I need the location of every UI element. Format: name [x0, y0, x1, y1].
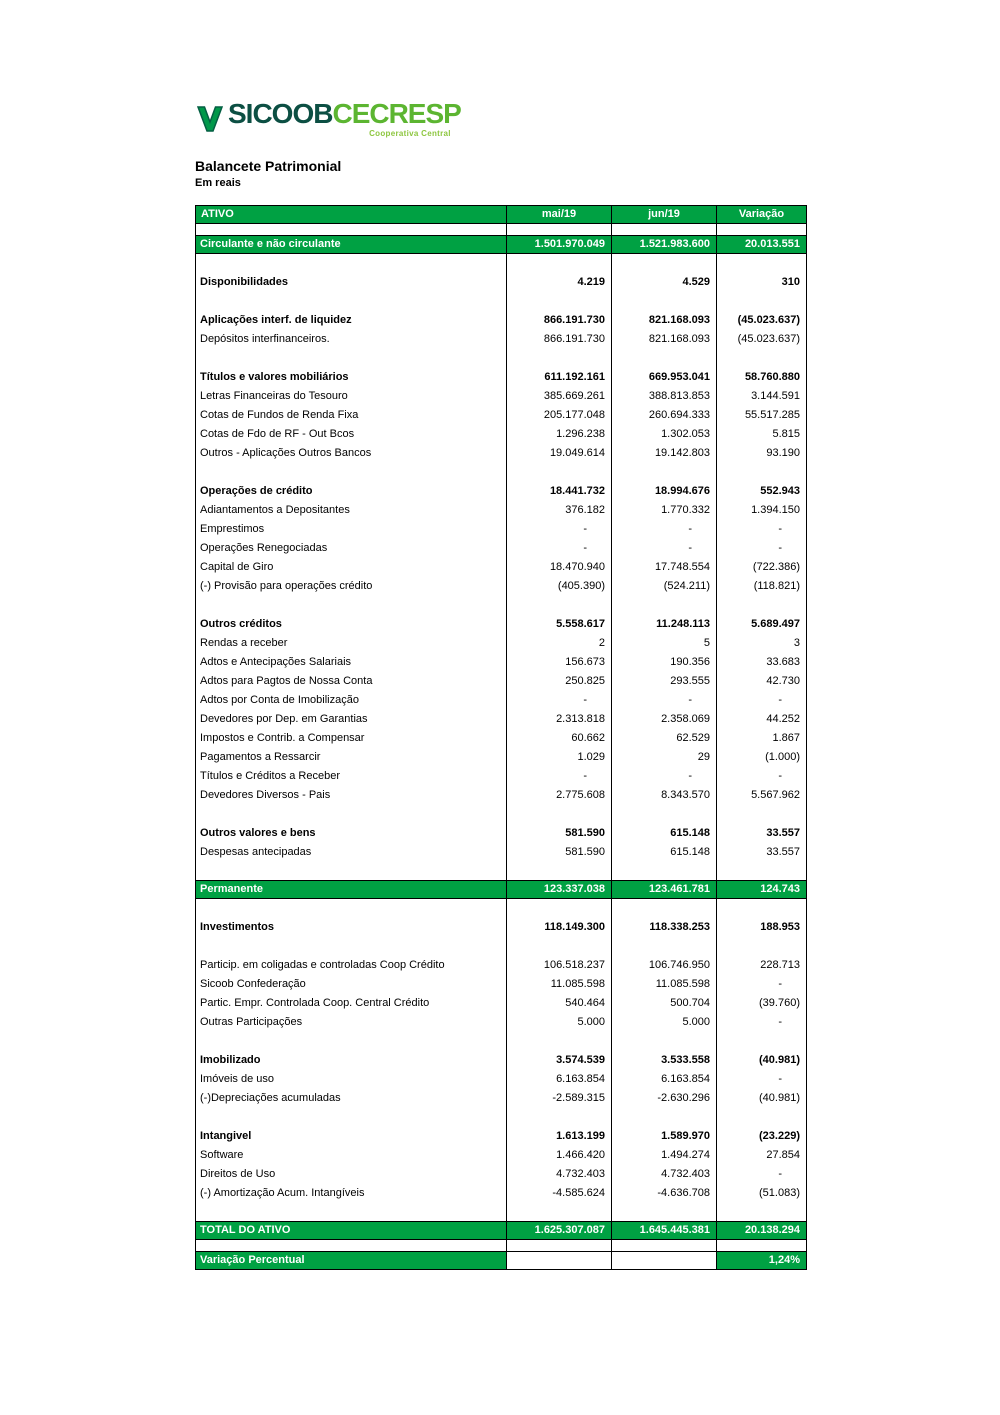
spacer-cell [507, 1240, 612, 1252]
table-row [196, 918, 807, 937]
row-value: 118.338.253 [612, 918, 717, 937]
row-value: - [717, 691, 807, 710]
table-row [196, 691, 807, 710]
table-row [196, 786, 807, 805]
row-value: 3.144.591 [717, 387, 807, 406]
row-value: 1,24% [717, 1252, 807, 1270]
row-value: 44.252 [717, 710, 807, 729]
row-label: TOTAL DO ATIVO [196, 1222, 507, 1240]
table-row [196, 1165, 807, 1184]
row-value: 611.192.161 [507, 368, 612, 387]
spacer-cell [507, 899, 612, 918]
table-row [196, 956, 807, 975]
row-label: (-) Amortização Acum. Intangíveis [196, 1184, 507, 1203]
row-value: 190.356 [612, 653, 717, 672]
row-value: (51.083) [717, 1184, 807, 1203]
row-value: (40.981) [717, 1089, 807, 1108]
row-label: Circulante e não circulante [196, 236, 507, 254]
spacer-cell [717, 805, 807, 824]
table-row [196, 520, 807, 539]
table-row [196, 1146, 807, 1165]
spacer-cell [196, 899, 507, 918]
spacer-cell [196, 349, 507, 368]
row-value: 1.589.970 [612, 1127, 717, 1146]
logo-text-cecresp: CECRESP [332, 98, 461, 129]
page-title: Balancete Patrimonial [195, 158, 342, 174]
table-row [196, 501, 807, 520]
row-value: 42.730 [717, 672, 807, 691]
row-label: Aplicações interf. de liquidez [196, 311, 507, 330]
table-row [196, 975, 807, 994]
row-value: 5.000 [507, 1013, 612, 1032]
spacer-row [196, 1203, 807, 1222]
table-row [196, 368, 807, 387]
row-value: 2 [507, 634, 612, 653]
spacer-cell [507, 349, 612, 368]
table-row [196, 1222, 807, 1240]
table-row [196, 1127, 807, 1146]
row-label: Pagamentos a Ressarcir [196, 748, 507, 767]
row-value: 18.470.940 [507, 558, 612, 577]
row-value: 156.673 [507, 653, 612, 672]
row-value: 1.494.274 [612, 1146, 717, 1165]
spacer-cell [507, 596, 612, 615]
row-value: 821.168.093 [612, 311, 717, 330]
row-value: 33.557 [717, 843, 807, 862]
row-value: 205.177.048 [507, 406, 612, 425]
row-value: - [507, 691, 612, 710]
row-value: 5 [612, 634, 717, 653]
row-label: Operações de crédito [196, 482, 507, 501]
row-value: 821.168.093 [612, 330, 717, 349]
row-value [612, 1252, 717, 1270]
row-value: 552.943 [717, 482, 807, 501]
row-value: 20.013.551 [717, 236, 807, 254]
row-label: Imobilizado [196, 1051, 507, 1070]
spacer-row [196, 224, 807, 236]
table-row [196, 236, 807, 254]
row-value: (405.390) [507, 577, 612, 596]
table-row [196, 653, 807, 672]
spacer-cell [717, 596, 807, 615]
spacer-cell [717, 224, 807, 236]
row-label: Outros créditos [196, 615, 507, 634]
row-value: 1.029 [507, 748, 612, 767]
row-value: 29 [612, 748, 717, 767]
spacer-cell [196, 805, 507, 824]
row-label: Outros - Aplicações Outros Bancos [196, 444, 507, 463]
row-value: 3.574.539 [507, 1051, 612, 1070]
table-body [196, 224, 807, 1270]
row-value: 540.464 [507, 994, 612, 1013]
spacer-row [196, 254, 807, 273]
row-value: 18.441.732 [507, 482, 612, 501]
row-value: - [717, 1070, 807, 1089]
row-value: 5.000 [612, 1013, 717, 1032]
table-row [196, 1089, 807, 1108]
table-row [196, 330, 807, 349]
table-row [196, 539, 807, 558]
row-label: Capital de Giro [196, 558, 507, 577]
spacer-cell [612, 1203, 717, 1222]
spacer-cell [196, 1032, 507, 1051]
row-value: (722.386) [717, 558, 807, 577]
row-label: Letras Financeiras do Tesouro [196, 387, 507, 406]
table-row [196, 1184, 807, 1203]
report-content [195, 100, 806, 1270]
row-value: 2.775.608 [507, 786, 612, 805]
spacer-row [196, 596, 807, 615]
row-label: Depósitos interfinanceiros. [196, 330, 507, 349]
table-row [196, 1051, 807, 1070]
spacer-cell [507, 937, 612, 956]
spacer-row [196, 862, 807, 881]
row-value: 581.590 [507, 824, 612, 843]
checkmark-icon [195, 100, 225, 139]
spacer-cell [196, 224, 507, 236]
spacer-cell [196, 1240, 507, 1252]
table-row [196, 311, 807, 330]
row-value: 615.148 [612, 824, 717, 843]
spacer-cell [717, 254, 807, 273]
row-value: 11.085.598 [507, 975, 612, 994]
row-value: 1.501.970.049 [507, 236, 612, 254]
spacer-cell [507, 1108, 612, 1127]
row-value: - [612, 520, 717, 539]
row-value: 615.148 [612, 843, 717, 862]
row-value: 188.953 [717, 918, 807, 937]
row-value: 866.191.730 [507, 330, 612, 349]
spacer-cell [612, 899, 717, 918]
row-label: Direitos de Uso [196, 1165, 507, 1184]
spacer-row [196, 805, 807, 824]
row-value: 1.770.332 [612, 501, 717, 520]
spacer-row [196, 463, 807, 482]
row-value: 106.746.950 [612, 956, 717, 975]
row-value: 8.343.570 [612, 786, 717, 805]
spacer-cell [717, 349, 807, 368]
row-value: 2.358.069 [612, 710, 717, 729]
spacer-cell [196, 1108, 507, 1127]
row-label: Variação Percentual [196, 1252, 507, 1270]
row-value: 310 [717, 273, 807, 292]
row-value: 385.669.261 [507, 387, 612, 406]
spacer-cell [196, 463, 507, 482]
row-label: (-)Depreciações acumuladas [196, 1089, 507, 1108]
table-row [196, 729, 807, 748]
table-row [196, 406, 807, 425]
spacer-cell [612, 937, 717, 956]
row-value: 11.248.113 [612, 615, 717, 634]
spacer-cell [507, 1032, 612, 1051]
row-value: 20.138.294 [717, 1222, 807, 1240]
spacer-cell [196, 862, 507, 881]
row-value: - [717, 1165, 807, 1184]
row-value: (45.023.637) [717, 330, 807, 349]
row-value: 1.466.420 [507, 1146, 612, 1165]
table-row [196, 387, 807, 406]
row-value: - [507, 520, 612, 539]
row-value: 5.558.617 [507, 615, 612, 634]
row-label: Adtos e Antecipações Salariais [196, 653, 507, 672]
row-value: 60.662 [507, 729, 612, 748]
row-value: - [507, 539, 612, 558]
table-row [196, 1070, 807, 1089]
spacer-row [196, 1240, 807, 1252]
table-row [196, 273, 807, 292]
table-row [196, 994, 807, 1013]
table-row [196, 444, 807, 463]
row-value [507, 1252, 612, 1270]
spacer-cell [717, 1108, 807, 1127]
logo-subtitle: Cooperativa Central [369, 129, 451, 138]
spacer-cell [612, 349, 717, 368]
spacer-cell [196, 937, 507, 956]
spacer-cell [612, 224, 717, 236]
spacer-row [196, 1032, 807, 1051]
row-value: 2.313.818 [507, 710, 612, 729]
table-row [196, 748, 807, 767]
row-label: Emprestimos [196, 520, 507, 539]
column-header: Variação [717, 206, 807, 224]
row-value: 6.163.854 [507, 1070, 612, 1089]
row-value: 228.713 [717, 956, 807, 975]
row-label: Partic. Empr. Controlada Coop. Central Crédito [196, 994, 507, 1013]
row-value: - [717, 767, 807, 786]
row-label: Investimentos [196, 918, 507, 937]
spacer-cell [612, 292, 717, 311]
table-row [196, 577, 807, 596]
row-value: 11.085.598 [612, 975, 717, 994]
row-label: Devedores por Dep. em Garantias [196, 710, 507, 729]
row-label: Imóveis de uso [196, 1070, 507, 1089]
row-value: 123.337.038 [507, 881, 612, 899]
row-value: 33.557 [717, 824, 807, 843]
row-label: Software [196, 1146, 507, 1165]
row-label: Adtos por Conta de Imobilização [196, 691, 507, 710]
row-value: 5.815 [717, 425, 807, 444]
row-value: -2.630.296 [612, 1089, 717, 1108]
sicoob-cecresp-logo [195, 100, 806, 150]
row-value: (23.229) [717, 1127, 807, 1146]
row-label: Outras Participações [196, 1013, 507, 1032]
spacer-cell [507, 292, 612, 311]
row-value: 118.149.300 [507, 918, 612, 937]
spacer-cell [507, 463, 612, 482]
spacer-cell [717, 937, 807, 956]
table-row [196, 425, 807, 444]
spacer-cell [612, 1240, 717, 1252]
row-label: Despesas antecipadas [196, 843, 507, 862]
spacer-cell [612, 596, 717, 615]
row-value: 18.994.676 [612, 482, 717, 501]
row-value: -2.589.315 [507, 1089, 612, 1108]
table-row [196, 672, 807, 691]
row-value: 388.813.853 [612, 387, 717, 406]
spacer-cell [717, 463, 807, 482]
row-value: 58.760.880 [717, 368, 807, 387]
row-value: (39.760) [717, 994, 807, 1013]
spacer-cell [507, 805, 612, 824]
row-value: - [507, 767, 612, 786]
row-value: 1.394.150 [717, 501, 807, 520]
row-value: - [612, 691, 717, 710]
row-value: - [717, 520, 807, 539]
column-header: jun/19 [612, 206, 717, 224]
row-label: Cotas de Fdo de RF - Out Bcos [196, 425, 507, 444]
row-value: (118.821) [717, 577, 807, 596]
spacer-cell [612, 463, 717, 482]
row-value: 124.743 [717, 881, 807, 899]
spacer-row [196, 899, 807, 918]
row-value: 4.529 [612, 273, 717, 292]
row-value: 33.683 [717, 653, 807, 672]
row-label: Sicoob Confederação [196, 975, 507, 994]
spacer-cell [717, 899, 807, 918]
row-label: Intangivel [196, 1127, 507, 1146]
table-row [196, 843, 807, 862]
spacer-cell [196, 596, 507, 615]
row-value: 55.517.285 [717, 406, 807, 425]
row-label: Outros valores e bens [196, 824, 507, 843]
table-row [196, 634, 807, 653]
spacer-cell [717, 1240, 807, 1252]
row-value: 581.590 [507, 843, 612, 862]
page-subtitle: Em reais [195, 177, 241, 189]
row-label: Adiantamentos a Depositantes [196, 501, 507, 520]
spacer-row [196, 349, 807, 368]
spacer-cell [717, 1032, 807, 1051]
row-value: 4.732.403 [507, 1165, 612, 1184]
row-value: 866.191.730 [507, 311, 612, 330]
row-value: 1.302.053 [612, 425, 717, 444]
row-value: (524.211) [612, 577, 717, 596]
row-value: 260.694.333 [612, 406, 717, 425]
spacer-cell [507, 862, 612, 881]
row-label: Títulos e Créditos a Receber [196, 767, 507, 786]
row-label: (-) Provisão para operações crédito [196, 577, 507, 596]
row-label: Permanente [196, 881, 507, 899]
row-value: - [717, 539, 807, 558]
spacer-cell [196, 254, 507, 273]
spacer-cell [612, 254, 717, 273]
spacer-row [196, 292, 807, 311]
row-label: Devedores Diversos - Pais [196, 786, 507, 805]
spacer-cell [612, 805, 717, 824]
row-value: 5.689.497 [717, 615, 807, 634]
row-value: - [612, 767, 717, 786]
row-value: 19.142.803 [612, 444, 717, 463]
row-value: 1.521.983.600 [612, 236, 717, 254]
row-value: 3.533.558 [612, 1051, 717, 1070]
table-row [196, 558, 807, 577]
table-row [196, 767, 807, 786]
row-value: 6.163.854 [612, 1070, 717, 1089]
spacer-cell [612, 1108, 717, 1127]
table-row [196, 710, 807, 729]
row-value: 1.296.238 [507, 425, 612, 444]
spacer-row [196, 937, 807, 956]
row-value: (1.000) [717, 748, 807, 767]
row-value: 4.219 [507, 273, 612, 292]
row-value: 93.190 [717, 444, 807, 463]
spacer-cell [717, 292, 807, 311]
row-value: -4.585.624 [507, 1184, 612, 1203]
column-header: mai/19 [507, 206, 612, 224]
row-label: Impostos e Contrib. a Compensar [196, 729, 507, 748]
table-row [196, 482, 807, 501]
row-value: 123.461.781 [612, 881, 717, 899]
row-label: Cotas de Fundos de Renda Fixa [196, 406, 507, 425]
spacer-cell [612, 1032, 717, 1051]
row-value: 1.645.445.381 [612, 1222, 717, 1240]
row-value: 17.748.554 [612, 558, 717, 577]
row-value: - [717, 1013, 807, 1032]
row-label: Rendas a receber [196, 634, 507, 653]
row-value: 669.953.041 [612, 368, 717, 387]
spacer-cell [612, 862, 717, 881]
spacer-cell [507, 254, 612, 273]
row-label: Títulos e valores mobiliários [196, 368, 507, 387]
row-value: -4.636.708 [612, 1184, 717, 1203]
row-value: 5.567.962 [717, 786, 807, 805]
column-header: ATIVO [196, 206, 507, 224]
row-value: 293.555 [612, 672, 717, 691]
row-value: 1.613.199 [507, 1127, 612, 1146]
spacer-row [196, 1108, 807, 1127]
table-row [196, 1252, 807, 1270]
row-value: 62.529 [612, 729, 717, 748]
row-value: 1.625.307.087 [507, 1222, 612, 1240]
row-value: 3 [717, 634, 807, 653]
balance-sheet-table [195, 205, 807, 1270]
logo-text-sicoob: SICOOB [228, 98, 333, 129]
row-value: 4.732.403 [612, 1165, 717, 1184]
row-value: 27.854 [717, 1146, 807, 1165]
row-value: - [717, 975, 807, 994]
row-value: 500.704 [612, 994, 717, 1013]
row-value: 376.182 [507, 501, 612, 520]
table-header-row [196, 206, 807, 224]
row-label: Disponibilidades [196, 273, 507, 292]
spacer-cell [196, 292, 507, 311]
row-value: 250.825 [507, 672, 612, 691]
row-label: Particip. em coligadas e controladas Coop Crédito [196, 956, 507, 975]
row-value: (40.981) [717, 1051, 807, 1070]
row-value: 1.867 [717, 729, 807, 748]
spacer-cell [717, 1203, 807, 1222]
table-row [196, 824, 807, 843]
table-row [196, 881, 807, 899]
row-label: Operações Renegociadas [196, 539, 507, 558]
row-value: - [612, 539, 717, 558]
logo-text [228, 100, 461, 138]
row-value: 19.049.614 [507, 444, 612, 463]
row-value: 106.518.237 [507, 956, 612, 975]
spacer-cell [196, 1203, 507, 1222]
spacer-cell [507, 1203, 612, 1222]
spacer-cell [507, 224, 612, 236]
row-value: (45.023.637) [717, 311, 807, 330]
table-row [196, 615, 807, 634]
table-row [196, 1013, 807, 1032]
spacer-cell [717, 862, 807, 881]
row-label: Adtos para Pagtos de Nossa Conta [196, 672, 507, 691]
